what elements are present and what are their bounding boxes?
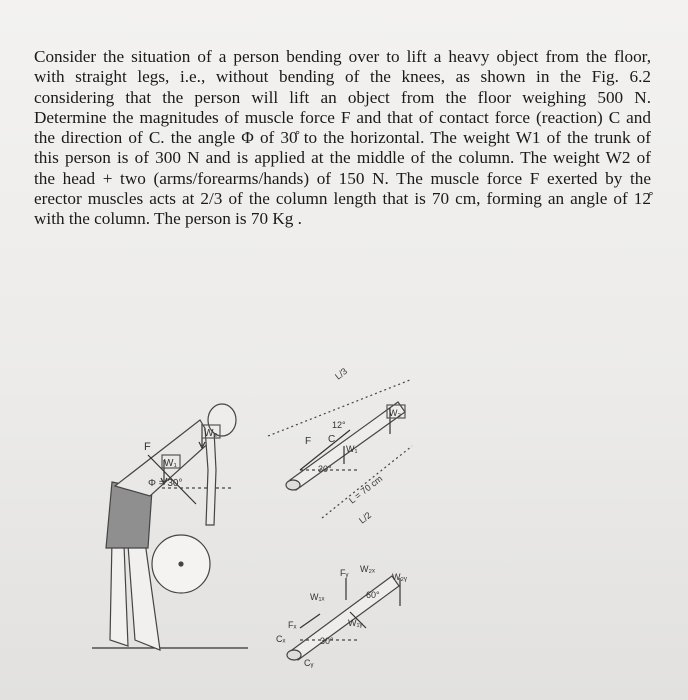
fx-arrow	[300, 614, 320, 628]
fy-label: Fᵧ	[340, 568, 349, 578]
beam-c-label: C	[328, 434, 336, 445]
person-w1-label: W₁	[164, 458, 177, 469]
angle-60-label: 60°	[366, 590, 380, 600]
problem-line: erector muscles acts at 2/3 of the column length that is 70 cm, forming an angle of 12̊	[34, 189, 651, 209]
arm	[205, 428, 216, 525]
person-w2-label: W₂	[204, 428, 218, 439]
w2x-label: W₂ₓ	[360, 564, 375, 574]
person-angle-label: Φ = 30°	[148, 478, 183, 489]
component-joint	[287, 650, 301, 660]
w2y-label: W₂ᵧ	[392, 572, 407, 582]
cy-label: Cᵧ	[304, 658, 314, 668]
beam-w1-label: W₁	[346, 444, 358, 454]
component-30-label: 30°	[320, 636, 334, 646]
problem-line: the head + two (arms/forearms/hands) of 150 N. The muscle force F exerted by the	[34, 168, 651, 188]
back-leg	[110, 540, 128, 646]
w1y-label: W₁ᵧ	[348, 618, 363, 628]
beam-length-label: L = 70 cm	[347, 473, 385, 506]
beam-l3-label: L/3	[333, 365, 350, 382]
problem-line: Determine the magnitudes of muscle force F and that of contact force (reaction) C and	[34, 107, 651, 127]
beam-diagram	[268, 380, 412, 518]
person-f-label: F	[144, 441, 151, 453]
beam-30-label: 30°	[318, 464, 332, 474]
w1x-label: W₁ₓ	[310, 592, 325, 602]
plate-hub	[179, 562, 183, 566]
person-figure	[92, 404, 248, 650]
cx-label: Cₓ	[276, 634, 286, 644]
beam-w2-label: W₂	[389, 408, 401, 418]
problem-line: with the column. The person is 70 Kg .	[34, 209, 302, 229]
fx-label: Fₓ	[288, 620, 297, 630]
beam-f-label: F	[305, 436, 312, 447]
problem-line: the direction of C. the angle Φ of 30̊ to the horizontal. The weight W1 of the trunk of	[34, 128, 651, 148]
component-diagram	[287, 576, 400, 660]
problem-line: considering that the person will lift an object from the floor weighing 500 N.	[34, 87, 651, 107]
beam-l2-label: L/2	[357, 509, 374, 526]
problem-line: with straight legs, i.e., without bending of the knees, as shown in the Fig. 6.2	[34, 67, 651, 87]
pivot-joint	[286, 480, 300, 490]
problem-line: this person is of 300 N and is applied at the middle of the column. The weight W2 of	[34, 148, 651, 168]
problem-line: Consider the situation of a person bending over to lift a heavy object from the floor,	[34, 47, 651, 66]
beam-12-label: 12°	[332, 420, 346, 430]
